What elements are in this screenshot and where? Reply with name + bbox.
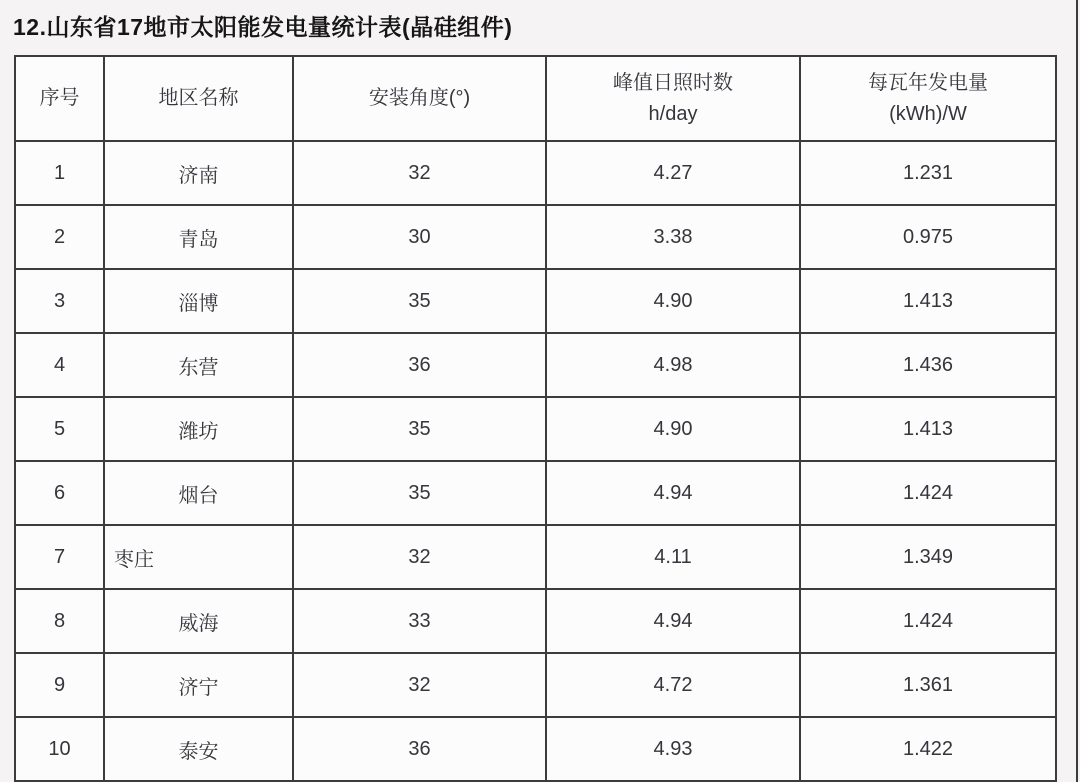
- cell-serial: 7: [15, 525, 104, 589]
- cell-serial: 5: [15, 397, 104, 461]
- cell-region: 济南: [104, 141, 293, 205]
- col-header-sun-hours-unit: h/day: [648, 102, 698, 125]
- header-row: [15, 56, 1056, 141]
- table-body: [15, 141, 1056, 781]
- cell-sun-hours: 3.38: [546, 205, 800, 269]
- cell-yield: 1.424: [800, 461, 1056, 525]
- cell-region: 枣庄: [104, 525, 293, 589]
- cell-sun-hours: 4.94: [546, 461, 800, 525]
- solar-stats-table: [14, 55, 1057, 782]
- table-row: [15, 525, 1056, 589]
- cell-angle: 35: [293, 397, 546, 461]
- cell-sun-hours: 4.27: [546, 141, 800, 205]
- table-row: [15, 333, 1056, 397]
- cell-region: 潍坊: [104, 397, 293, 461]
- col-header-angle: 安装角度(°): [293, 56, 546, 141]
- page-title: 12.山东省17地市太阳能发电量统计表(晶硅组件): [13, 14, 513, 40]
- cell-yield: 1.436: [800, 333, 1056, 397]
- cell-region: 东营: [104, 333, 293, 397]
- cell-sun-hours: 4.72: [546, 653, 800, 717]
- cell-serial: 6: [15, 461, 104, 525]
- cell-angle: 36: [293, 717, 546, 781]
- cell-serial: 8: [15, 589, 104, 653]
- table-row: [15, 397, 1056, 461]
- cell-angle: 35: [293, 269, 546, 333]
- cell-region: 青岛: [104, 205, 293, 269]
- table-row: [15, 589, 1056, 653]
- cell-region: 济宁: [104, 653, 293, 717]
- col-header-yield: [800, 56, 1056, 141]
- table-row: [15, 205, 1056, 269]
- table-row: [15, 653, 1056, 717]
- table-row: [15, 269, 1056, 333]
- cell-angle: 32: [293, 653, 546, 717]
- cell-angle: 30: [293, 205, 546, 269]
- cell-serial: 4: [15, 333, 104, 397]
- col-header-sun-hours: [546, 56, 800, 141]
- cell-yield: 1.413: [800, 269, 1056, 333]
- cell-yield: 1.422: [800, 717, 1056, 781]
- cell-serial: 1: [15, 141, 104, 205]
- cell-serial: 2: [15, 205, 104, 269]
- cell-serial: 3: [15, 269, 104, 333]
- cell-serial: 9: [15, 653, 104, 717]
- cell-region: 淄博: [104, 269, 293, 333]
- cell-region: 烟台: [104, 461, 293, 525]
- table-header: [15, 56, 1056, 141]
- cell-sun-hours: 4.98: [546, 333, 800, 397]
- cell-angle: 35: [293, 461, 546, 525]
- table-row: [15, 461, 1056, 525]
- cell-yield: 1.349: [800, 525, 1056, 589]
- page-right-border: [1076, 0, 1078, 782]
- cell-sun-hours: 4.90: [546, 269, 800, 333]
- cell-yield: 0.975: [800, 205, 1056, 269]
- cell-sun-hours: 4.90: [546, 397, 800, 461]
- cell-yield: 1.424: [800, 589, 1056, 653]
- table-row: [15, 717, 1056, 781]
- cell-angle: 33: [293, 589, 546, 653]
- col-header-yield-unit: (kWh)/W: [889, 102, 967, 125]
- cell-yield: 1.413: [800, 397, 1056, 461]
- cell-angle: 36: [293, 333, 546, 397]
- col-header-sun-hours-label: 峰值日照时数: [613, 71, 733, 94]
- cell-sun-hours: 4.94: [546, 589, 800, 653]
- cell-yield: 1.231: [800, 141, 1056, 205]
- cell-sun-hours: 4.93: [546, 717, 800, 781]
- cell-yield: 1.361: [800, 653, 1056, 717]
- cell-region: 泰安: [104, 717, 293, 781]
- cell-angle: 32: [293, 525, 546, 589]
- cell-sun-hours: 4.11: [546, 525, 800, 589]
- cell-region: 威海: [104, 589, 293, 653]
- col-header-region: 地区名称: [104, 56, 293, 141]
- table-row: [15, 141, 1056, 205]
- cell-serial: 10: [15, 717, 104, 781]
- col-header-yield-label: 每瓦年发电量: [868, 71, 988, 94]
- cell-angle: 32: [293, 141, 546, 205]
- col-header-serial: 序号: [15, 56, 104, 141]
